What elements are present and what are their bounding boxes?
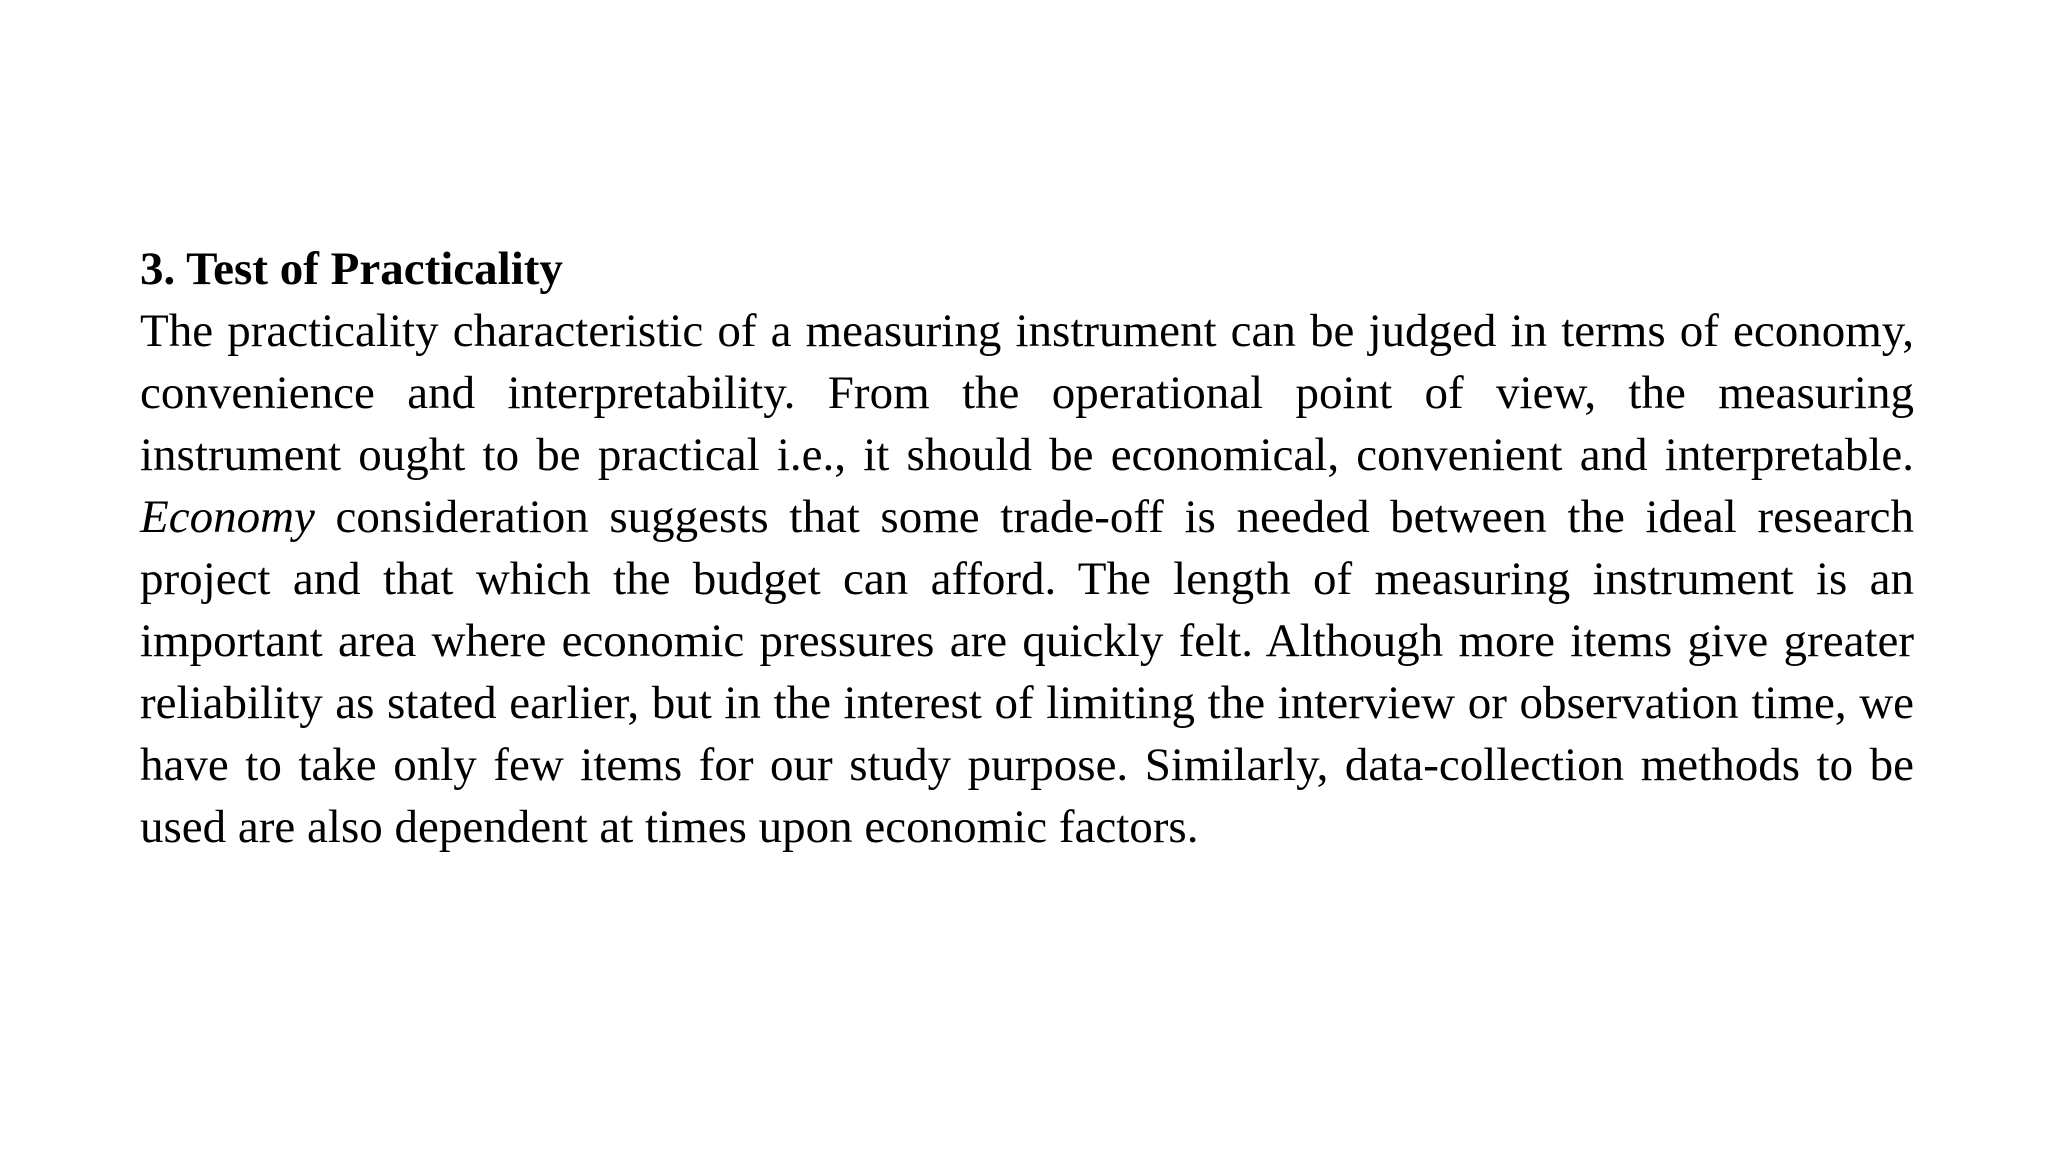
paragraph-text-intro: The practicality characteristic of a measuring instrument can be judged in terms of economy, convenience and interpretability. From the operational point of view, the measuring instrument ought to be practical i.e., it should be economical, convenient and interpretable. — [140, 305, 1914, 481]
paragraph-text-rest: consideration suggests that some trade-off is needed between the ideal research project and that which the budget can afford. The length of measuring instrument is an important area where economic pressures are quickly felt. Although more items give greater reliability as stated earlier, but in the interest of limiting the interview or observation time, we have to take only few items for our study purpose. Similarly, data-collection methods to be used are also dependent at times upon economic factors. — [140, 491, 1914, 853]
section-heading: 3. Test of Practicality — [140, 243, 563, 295]
section-paragraph — [140, 300, 1914, 858]
paragraph-emphasis-economy: Economy — [140, 491, 315, 543]
document-body — [140, 238, 1914, 858]
